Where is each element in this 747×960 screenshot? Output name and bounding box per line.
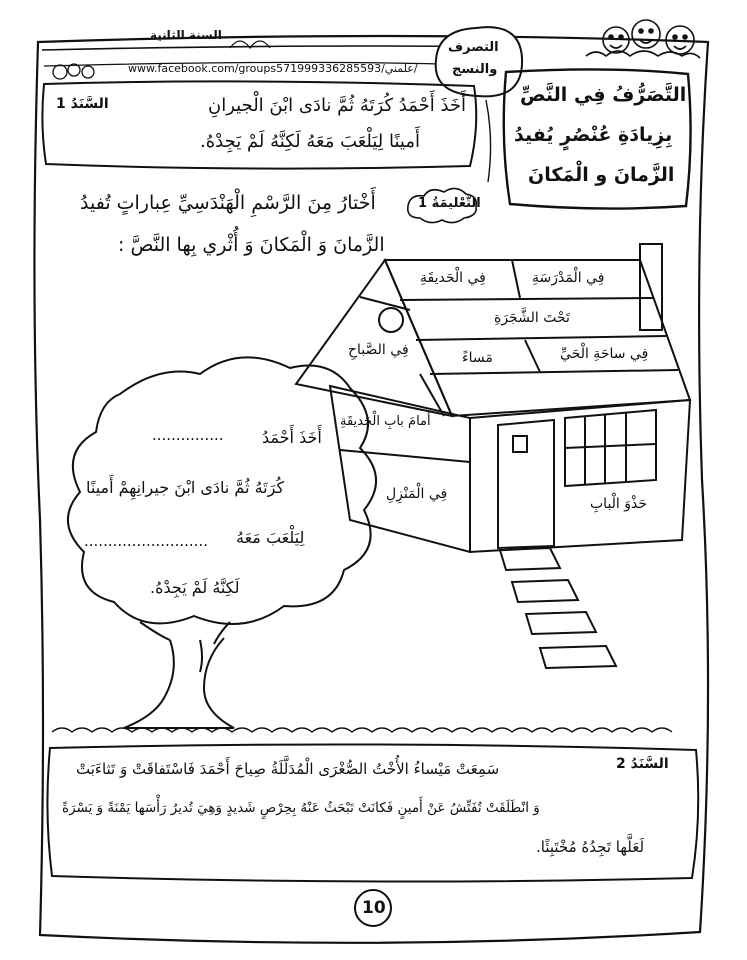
phrase-at-home: فِي الْمَنْزِلِ (386, 486, 448, 502)
sanad2-line1: سَمِعَتْ مَيْساءُ الأُخْتُ الصُّغْرَى الْمُدَلَّلَةُ صِياحَ أَحْمَدَ فَاسْتَفاقَتْ وَ تَثاءَبَتْ (76, 760, 500, 778)
section-badge-line1: التصرف (448, 40, 499, 55)
instruction-line1: أَخْتارُ مِنَ الرَّسْمِ الْهَنْدَسِيِّ عِباراتٍ تُفيدُ (80, 192, 376, 214)
tree-line1-dots: ............... (152, 426, 224, 444)
phrase-square: فِي ساحَةِ الْحَيِّ (560, 346, 649, 362)
instruction-label: التَّعْليمَةُ 1 (418, 196, 481, 211)
page-number: 10 (362, 898, 386, 918)
phrase-evening: مَساءً (462, 350, 493, 366)
sanad1-line1: أَخَذَ أَحْمَدُ كُرَتَهُ ثُمَّ نادَى ابْنَ الْجيرانِ (208, 95, 467, 116)
goal-line2: بِزِيادَةِ عُنْصُرٍ يُفيدُ (514, 124, 673, 146)
grade-label: السنة الثانية (150, 28, 222, 42)
tree-line3-dots: .......................... (84, 532, 208, 550)
grass-separator (52, 728, 672, 732)
source-url: www.facebook.com/groups571999336285593/علمني/ (128, 62, 418, 75)
sanad2-label: السَّنَدُ 2 (616, 756, 669, 772)
instruction-line2: الزَّمانَ وَ الْمَكانَ وَ أُثْري بِها النَّصَّ : (118, 234, 385, 256)
phrase-under-tree: تَحْتَ الشَّجَرَةِ (494, 310, 570, 326)
sanad2-line2: وَ انْطَلَقَتْ تُفَتِّشُ عَنْ أَمينٍ فَكانَتْ تَبْحَثُ عَنْهُ بِحِرْصٍ شَديدٍ وَهِيَ تُديرُ رَأْسَها يَمْنَةً وَ يَسْرَةً (62, 800, 540, 816)
house-diagram (296, 244, 690, 668)
tree-line1-text: أَخَذَ أَحْمَدُ (262, 428, 322, 447)
phrase-by-door: حَذْوَ الْبابِ (590, 496, 648, 512)
phrase-morning: فِي الصَّباحِ (348, 342, 409, 358)
phrase-garden: فِي الْحَديقَةِ (420, 270, 486, 286)
sanad2-line3: لَعَلَّها تَجِدُهُ مُخْتَبِئًا. (536, 838, 645, 856)
tree-line2: كُرَتَهُ ثُمَّ نادَى ابْنَ جيرانِهِمْ أَمينًا (86, 478, 285, 497)
goal-line3: الزَّمانَ و الْمَكانَ (528, 164, 675, 186)
tree-line3-text: لِيَلْعَبَ مَعَهُ (236, 528, 305, 547)
phrase-garden-gate: أَمامَ بابِ الْحَديقَةِ (340, 414, 431, 429)
tree-line4: لَكِنَّهُ لَمْ يَجِدْهُ. (150, 578, 240, 597)
section-badge-line2: والنسج (452, 62, 498, 77)
sanad1-line2: أَمينًا لِيَلْعَبَ مَعَهُ لَكِنَّهُ لَمْ يَجِدْهُ. (200, 131, 421, 152)
goal-line1: التَّصَرُّفُ فِي النَّصِّ (520, 84, 687, 106)
sanad1-label: السَّنَدُ 1 (56, 96, 109, 112)
phrase-school: فِي الْمَدْرَسَةِ (532, 270, 605, 286)
